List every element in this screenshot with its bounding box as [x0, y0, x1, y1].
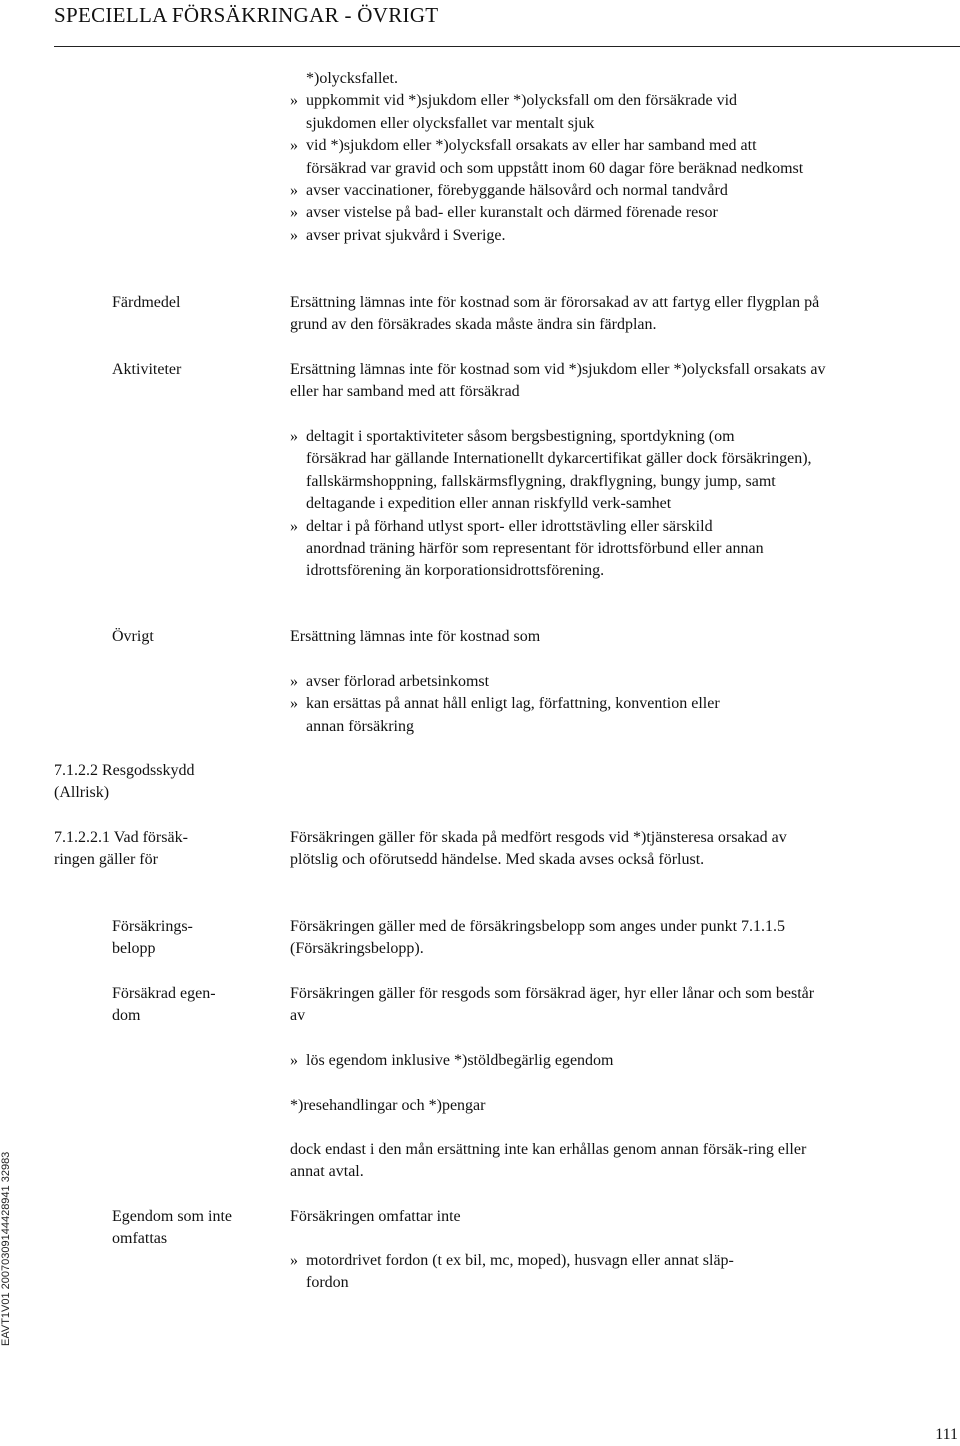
bullet-text-first: deltagit i sportaktiviteter såsom bergsbestigning, sportdykning (om — [306, 428, 735, 445]
bullet-mark: » — [290, 517, 298, 535]
intro-bullet-2 — [290, 135, 830, 180]
bullet-text-first: avser förlorad arbetsinkomst — [306, 673, 490, 690]
bullet-mark: » — [290, 92, 298, 110]
forsakrad-egendom-text: Försäkringen gäller för resgods som försäkrad äger, hyr eller lånar och som består av — [290, 985, 815, 1025]
intro-block — [290, 68, 830, 247]
bullet-text-first: lös egendom inklusive *)stöldbegärlig egendom — [306, 1052, 614, 1069]
ovrigt-bullet-1 — [290, 671, 830, 693]
bullet-mark: » — [290, 182, 298, 200]
egendom-bullets — [290, 1050, 830, 1072]
resehandlingar-text: *)resehandlingar och *)pengar — [290, 1097, 486, 1114]
bullet-text-first: vid *)sjukdom eller *)olycksfall orsakats av eller har samband med att — [306, 137, 757, 155]
intro-bullet-1 — [290, 90, 830, 135]
bullet-mark: » — [290, 428, 298, 445]
document-margin-code: EAVT1V01 20070309144428941 32983 — [0, 1151, 12, 1346]
bullet-mark: » — [290, 1052, 298, 1069]
ovrigt-text: Ersättning lämnas inte för kostnad som — [290, 628, 541, 645]
vad-galler-text: Försäkringen gäller för skada på medfört resgods vid *)tjänsteresa orsakad av plötslig och oförutsedd händelse. Med skada avses också förlust. — [290, 829, 787, 869]
ovrigt-label: Övrigt — [112, 628, 154, 645]
bullet-text-first: motordrivet fordon (t ex bil, mc, moped), husvagn eller annat släp- — [306, 1252, 734, 1269]
subsection-heading-vad-forsakringen-galler: 7.1.2.2.1 Vad försäk-ringen gäller för — [54, 829, 188, 869]
aktiviteter-bullet-1 — [290, 426, 830, 516]
bullet-text-first: avser vaccinationer, förebyggande hälsovård och normal tandvård — [306, 182, 728, 200]
intro-bullet-5 — [290, 225, 830, 247]
omfattas-bullet-1 — [290, 1250, 830, 1295]
bullet-text-rest: fordon — [306, 1274, 349, 1292]
header-divider — [54, 46, 960, 47]
bullet-text-rest: anordnad träning härför som representant för idrottsförbund eller annan idrottsförening än korporationsidrottsförening. — [306, 540, 764, 580]
intro-bullet-3 — [290, 180, 830, 202]
forsakringsbelopp-text: Försäkringen gäller med de försäkringsbelopp som anges under punkt 7.1.1.5 (Försäkringsbelopp). — [290, 918, 786, 958]
aktiviteter-text: Ersättning lämnas inte för kostnad som vid *)sjukdom eller *)olycksfall orsakats av eller har samband med att försäkrad — [290, 361, 826, 401]
continuation-text: *)olycksfallet. — [306, 70, 398, 87]
aktiviteter-label: Aktiviteter — [112, 361, 182, 378]
ovrigt-bullet-2 — [290, 693, 830, 738]
bullet-mark: » — [290, 695, 298, 713]
forsakringsbelopp-label: Försäkrings-belopp — [112, 918, 193, 958]
bullet-text-first: uppkommit vid *)sjukdom eller *)olycksfall om den försäkrade vid — [306, 92, 738, 110]
bullet-mark: » — [290, 1252, 298, 1269]
fardmedel-text: Ersättning lämnas inte för kostnad som är förorsakad av att fartyg eller flygplan på grund av den försäkrades skada måste ändra sin färdplan. — [290, 294, 820, 334]
bullet-text-first: deltar i på förhand utlyst sport- eller idrottstävling eller särskild — [306, 517, 713, 535]
omfattas-text: Försäkringen omfattar inte — [290, 1208, 461, 1225]
fardmedel-label: Färdmedel — [112, 294, 181, 311]
section-heading-resgodsskydd: 7.1.2.2 Resgodsskydd (Allrisk) — [54, 762, 195, 802]
omfattas-bullets — [290, 1250, 830, 1295]
page-number: 111 — [935, 1426, 958, 1443]
bullet-text-first: avser privat sjukvård i Sverige. — [306, 226, 506, 244]
egendom-bullet-1 — [290, 1050, 830, 1072]
bullet-mark: » — [290, 204, 298, 222]
bullet-mark: » — [290, 673, 298, 690]
bullet-mark: » — [290, 137, 298, 155]
aktiviteter-bullets — [290, 426, 830, 583]
bullet-text-rest: försäkrad har gällande Internationellt dykarcertifikat gäller dock försäkringen), fallskärmshoppning, fallskärmsflygning, drakflygning, bungy jump, samt deltagande i expedition eller annan riskfylld verk-samhet — [306, 450, 812, 513]
egendom-som-inte-omfattas-label: Egendom som inte omfattas — [112, 1208, 232, 1248]
bullet-text-rest: sjukdomen eller olycksfallet var mentalt sjuk — [306, 114, 595, 132]
bullet-mark: » — [290, 226, 298, 244]
page-header-title: SPECIELLA FÖRSÄKRINGAR - ÖVRIGT — [54, 3, 439, 27]
bullet-text-rest: försäkrad var gravid och som uppstått inom 60 dagar före beräknad nedkomst — [306, 159, 804, 177]
bullet-text-rest: annan försäkring — [306, 717, 414, 735]
endast-text: dock endast i den mån ersättning inte kan erhållas genom annan försäk-ring eller annat avtal. — [290, 1141, 807, 1181]
ovrigt-bullets — [290, 671, 830, 738]
forsakrad-egendom-label: Försäkrad egen-dom — [112, 985, 216, 1025]
bullet-text-first: kan ersättas på annat håll enligt lag, författning, konvention eller — [306, 695, 720, 713]
aktiviteter-bullet-2 — [290, 516, 830, 583]
bullet-text-first: avser vistelse på bad- eller kuranstalt och därmed förenade resor — [306, 204, 718, 222]
intro-bullet-4 — [290, 202, 830, 224]
